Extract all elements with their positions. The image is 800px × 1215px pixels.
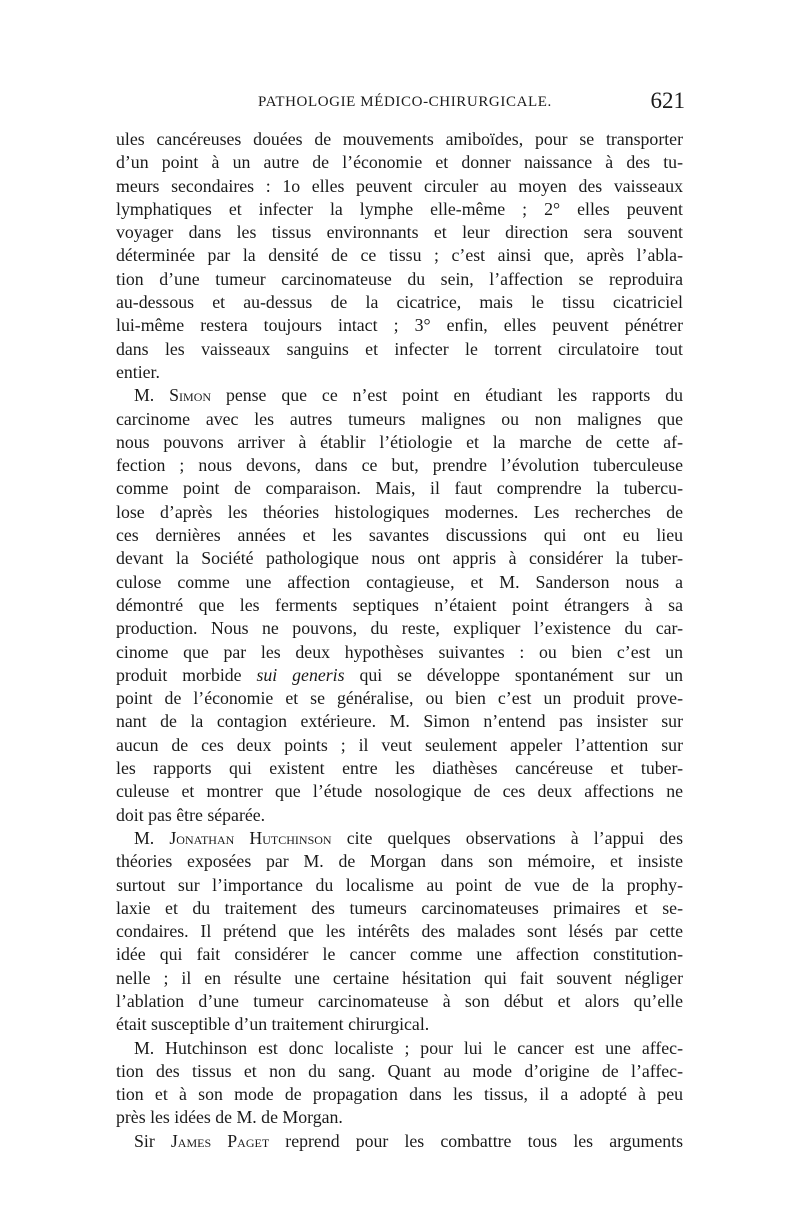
line-text: reprend pour les combattre tous les arguments: [269, 1130, 683, 1151]
line-text: lui-même restera toujours intact ; 3° enfin, elles peuvent pénétrer: [116, 315, 683, 336]
line-text: lymphatiques et infecter la lymphe elle-même ; 2° elles peuvent: [116, 198, 683, 219]
text-line: [116, 967, 683, 990]
line-text: les rapports qui existent entre les diathèses cancéreuse et tuber-: [116, 758, 683, 779]
text-line: [116, 1037, 683, 1060]
line-text: devant la Société pathologique nous ont appris à considérer la tuber-: [116, 548, 683, 569]
text-line: [116, 384, 683, 407]
line-text: M.: [134, 385, 170, 406]
text-line: [116, 244, 683, 267]
line-text: était susceptible d’un traitement chirurgical.: [116, 1014, 430, 1035]
line-text: carcinome avec les autres tumeurs malignes ou non malignes que: [116, 408, 683, 429]
text-line: [116, 664, 683, 687]
line-text: démontré que les ferments septiques n’étaient point étrangers à sa: [116, 594, 683, 615]
line-text: surtout sur l’importance du localisme au point de vue de la prophy-: [116, 874, 683, 895]
line-text: ules cancéreuses douées de mouvements amiboïdes, pour se transporter: [116, 129, 683, 149]
line-text: théories exposées par M. de Morgan dans son mémoire, et insiste: [116, 851, 683, 872]
line-text: tion d’une tumeur carcinomateuse du sein, l’affection se reproduira: [116, 268, 683, 289]
line-text: cite quelques observations à l’appui des: [331, 827, 683, 848]
line-text: M. Hutchinson est donc localiste ; pour lui le cancer est une affec-: [134, 1037, 683, 1058]
line-text: pense que ce n’est point en étudiant les rapports du: [211, 385, 684, 406]
text-line: [116, 1013, 683, 1036]
line-text: point de l’économie et se généralise, ou bien c’est un produit prove-: [116, 688, 683, 709]
italic-phrase: sui generis: [256, 664, 345, 685]
text-line: [116, 314, 683, 337]
line-text: nant de la contagion extérieure. M. Simon n’entend pas insister sur: [116, 711, 683, 732]
text-line: [116, 757, 683, 780]
line-text: qui se développe spontanément sur un: [344, 664, 683, 685]
line-text: tion des tissus et non du sang. Quant au mode d’origine de l’affec-: [116, 1060, 683, 1081]
line-text: déterminée par la densité de ce tissu ; c’est ainsi que, après l’abla-: [116, 245, 683, 266]
line-text: fection ; nous devons, dans ce but, prendre l’évolution tuberculeuse: [116, 455, 683, 476]
page-number: 621: [650, 88, 685, 113]
text-line: [116, 291, 683, 314]
text-line: [116, 874, 683, 897]
line-text: Sir: [134, 1130, 171, 1151]
text-line: [116, 734, 683, 757]
text-line: [116, 361, 683, 384]
line-text: nelle ; il en résulte une certaine hésitation qui fait souvent négliger: [116, 967, 683, 988]
text-line: [116, 641, 683, 664]
line-text: comme point de comparaison. Mais, il faut comprendre la tubercu-: [116, 478, 683, 499]
text-line: [116, 151, 683, 174]
text-line: [116, 617, 683, 640]
text-line: [116, 804, 683, 827]
text-line: [116, 431, 683, 454]
text-line: [116, 990, 683, 1013]
line-text: voyager dans les tissus environnants et leur direction sera souvent: [116, 222, 683, 243]
text-line: [116, 221, 683, 244]
text-line: [116, 547, 683, 570]
text-line: [116, 408, 683, 431]
text-line: [116, 1060, 683, 1083]
speaker-name: Jonathan Hutchinson: [169, 827, 332, 848]
text-line: [116, 501, 683, 524]
line-text: meurs secondaires : 1o elles peuvent circuler au moyen des vaisseaux: [116, 175, 683, 196]
line-text: condaires. Il prétend que les intérêts des malades sont lésés par cette: [116, 921, 683, 942]
line-text: culose comme une affection contagieuse, et M. Sanderson nous a: [116, 571, 683, 592]
text-line: [116, 268, 683, 291]
line-text: tion et à son mode de propagation dans les tissus, il a adopté à peu: [116, 1084, 683, 1105]
speaker-name: James Paget: [170, 1130, 270, 1151]
line-text: d’un point à un autre de l’économie et donner naissance à des tu-: [116, 152, 683, 173]
line-text: laxie et du traitement des tumeurs carcinomateuses primaires et se-: [116, 897, 683, 918]
line-text: cinome que par les deux hypothèses suivantes : ou bien c’est un: [116, 641, 683, 662]
speaker-name: Simon: [169, 385, 212, 406]
line-text: idée qui fait considérer le cancer comme une affection constitution-: [116, 944, 683, 965]
line-text: aucun de ces deux points ; il veut seulement appeler l’attention sur: [116, 734, 683, 755]
text-line: [116, 920, 683, 943]
text-line: [116, 943, 683, 966]
text-line: [116, 850, 683, 873]
text-line: [116, 338, 683, 361]
line-text: l’ablation d’une tumeur carcinomateuse à son début et alors qu’elle: [116, 990, 683, 1011]
line-text: dans les vaisseaux sanguins et infecter le torrent circulatoire tout: [116, 338, 683, 359]
text-line: [116, 524, 683, 547]
line-text: nous pouvons arriver à établir l’étiologie et la marche de cette af-: [116, 431, 683, 452]
line-text: près les idées de M. de Morgan.: [116, 1107, 343, 1128]
line-text: production. Nous ne pouvons, du reste, expliquer l’existence du car-: [116, 618, 683, 639]
text-line: [116, 780, 683, 803]
text-line: [116, 571, 683, 594]
text-line: [116, 198, 683, 221]
text-line: [116, 710, 683, 733]
body-text: [116, 128, 683, 1153]
text-line: [116, 128, 683, 151]
line-text: doit pas être séparée.: [116, 804, 266, 825]
line-text: M.: [134, 827, 170, 848]
text-line: [116, 1083, 683, 1106]
line-text: au-dessous et au-dessus de la cicatrice, mais le tissu cicatriciel: [116, 292, 683, 313]
line-text: entier.: [116, 361, 160, 382]
line-text: produit morbide: [116, 664, 257, 685]
page-header: [115, 88, 685, 114]
text-line: [116, 175, 683, 198]
text-line: [116, 827, 683, 850]
line-text: lose d’après les théories histologiques modernes. Les recherches de: [116, 501, 683, 522]
text-line: [116, 1106, 683, 1129]
text-line: [116, 454, 683, 477]
line-text: ces dernières années et les savantes discussions qui ont eu lieu: [116, 525, 683, 546]
text-line: [116, 594, 683, 617]
text-line: [116, 1130, 683, 1153]
line-text: culeuse et montrer que l’étude nosologique de ces deux affections ne: [116, 781, 683, 802]
text-line: [116, 477, 683, 500]
running-head: PATHOLOGIE MÉDICO-CHIRURGICALE.: [258, 94, 552, 110]
text-line: [116, 687, 683, 710]
text-line: [116, 897, 683, 920]
